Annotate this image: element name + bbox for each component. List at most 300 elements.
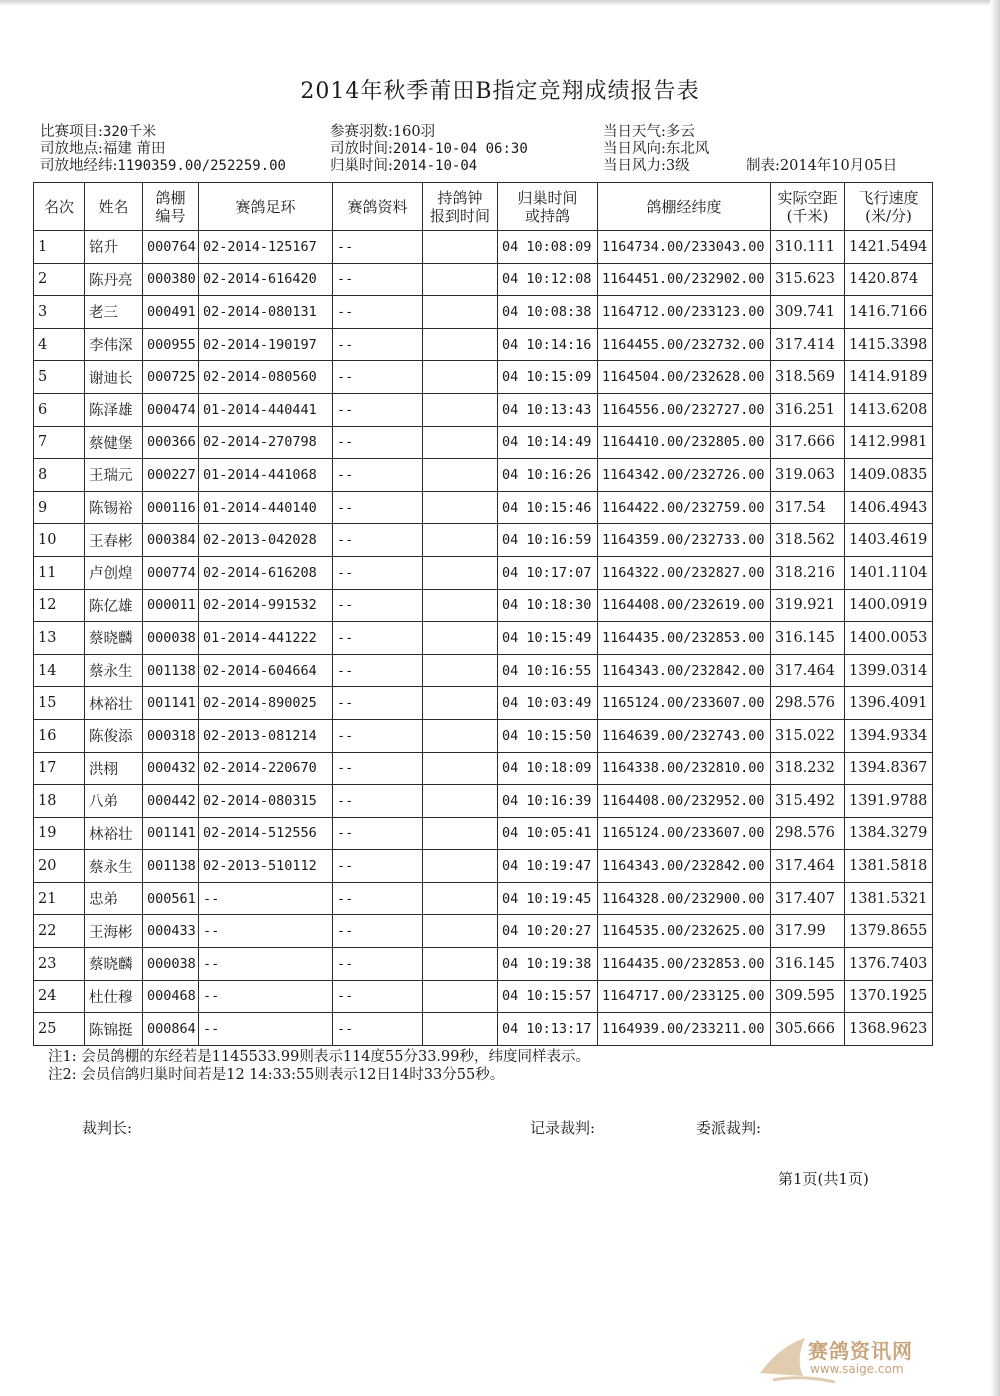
cell-name: 王春彬 [85,524,143,557]
cell-rank: 1 [34,231,85,264]
cell-info: -- [333,980,423,1013]
cell-distance: 317.54 [771,491,845,524]
table-row [34,589,933,622]
meta-release-coords [40,158,286,175]
cell-loft-no: 000366 [143,426,199,459]
cell-rank: 4 [34,328,85,361]
cell-coords: 1164535.00/232625.00 [598,915,771,948]
cell-info: -- [333,459,423,492]
meta-return-time [330,158,477,175]
cell-info: -- [333,785,423,818]
meta-release-time [330,141,528,158]
cell-info: -- [333,263,423,296]
cell-distance: 315.022 [771,719,845,752]
scan-edge-top [0,0,1000,6]
cell-speed: 1403.4619 [845,524,933,557]
cell-name: 陈俊添 [85,719,143,752]
table-header-row [34,183,933,231]
cell-coords: 1164712.00/233123.00 [598,296,771,329]
cell-ring: 02-2013-042028 [199,524,333,557]
cell-loft-no: 000433 [143,915,199,948]
table-row [34,752,933,785]
cell-coords: 1164451.00/232902.00 [598,263,771,296]
cell-coords: 1164939.00/233211.00 [598,1013,771,1046]
cell-loft-no: 000955 [143,328,199,361]
cell-speed: 1376.7403 [845,948,933,981]
cell-info: -- [333,1013,423,1046]
cell-info: -- [333,361,423,394]
cell-distance: 318.216 [771,556,845,589]
cell-ring: 01-2014-441222 [199,622,333,655]
meta-weather-label: 当日天气: [603,124,666,140]
meta-return-time-value: 2014-10-04 [392,158,478,174]
meta-release-place-value: 福建 莆田 [102,141,166,157]
meta-wind-dir-label: 当日风向: [603,141,666,157]
cell-ring: 02-2013-081214 [199,719,333,752]
cell-loft-no: 001138 [143,850,199,883]
scan-edge-right [990,0,1000,1396]
cell-coords: 1164359.00/232733.00 [598,524,771,557]
watermark-name: 赛鸽资讯网 [808,1339,913,1363]
cell-loft-no: 000227 [143,459,199,492]
col-header-coords: 鸽棚经纬度 [598,183,771,231]
cell-speed: 1394.8367 [845,752,933,785]
cell-loft-no: 000038 [143,622,199,655]
cell-arrival: 04 10:15:09 [498,361,598,394]
cell-name: 铭升 [85,231,143,264]
table-row [34,361,933,394]
cell-arrival: 04 10:03:49 [498,687,598,720]
cell-coords: 1164734.00/233043.00 [598,231,771,264]
cell-rank: 2 [34,263,85,296]
cell-speed: 1416.7166 [845,296,933,329]
cell-name: 林裕壮 [85,817,143,850]
cell-name: 卢创煌 [85,556,143,589]
cell-coords: 1164422.00/232759.00 [598,491,771,524]
cell-arrival: 04 10:16:55 [498,654,598,687]
cell-info: -- [333,948,423,981]
cell-rank: 8 [34,459,85,492]
col-header-rank: 名次 [34,183,85,231]
cell-arrival: 04 10:13:43 [498,393,598,426]
cell-distance: 310.111 [771,231,845,264]
cell-arrival: 04 10:20:27 [498,915,598,948]
table-row [34,687,933,720]
cell-loft-no: 000725 [143,361,199,394]
cell-arrival: 04 10:19:47 [498,850,598,883]
cell-loft-no: 000380 [143,263,199,296]
cell-arrival: 04 10:15:57 [498,980,598,1013]
cell-coords: 1164639.00/232743.00 [598,719,771,752]
cell-name: 蔡健堡 [85,426,143,459]
meta-release-time-value: 2014-10-04 06:30 [392,141,528,157]
cell-distance: 318.569 [771,361,845,394]
cell-ring: 01-2014-440140 [199,491,333,524]
cell-speed: 1391.9788 [845,785,933,818]
cell-coords: 1164435.00/232853.00 [598,948,771,981]
cell-distance: 319.063 [771,459,845,492]
cell-loft-no: 000442 [143,785,199,818]
cell-rank: 7 [34,426,85,459]
cell-loft-no: 000116 [143,491,199,524]
signature-recording-judge: 记录裁判: [530,1119,596,1137]
cell-distance: 317.666 [771,426,845,459]
table-row [34,491,933,524]
cell-speed: 1415.3398 [845,328,933,361]
cell-name: 杜仕穆 [85,980,143,1013]
cell-clock-time [423,948,498,981]
table-row [34,459,933,492]
cell-info: -- [333,687,423,720]
cell-loft-no: 000468 [143,980,199,1013]
cell-coords: 1165124.00/233607.00 [598,687,771,720]
cell-arrival: 04 10:12:08 [498,263,598,296]
cell-name: 王海彬 [85,915,143,948]
cell-ring: 02-2014-991532 [199,589,333,622]
cell-name: 蔡永生 [85,850,143,883]
meta-birds [330,124,435,141]
cell-info: -- [333,589,423,622]
cell-clock-time [423,393,498,426]
cell-name: 王瑞元 [85,459,143,492]
cell-arrival: 04 10:18:30 [498,589,598,622]
signature-appointed-judge: 委派裁判: [696,1119,762,1137]
cell-speed: 1399.0314 [845,654,933,687]
cell-ring: 02-2014-125167 [199,231,333,264]
cell-distance: 315.492 [771,785,845,818]
cell-loft-no: 001141 [143,817,199,850]
cell-ring: 02-2014-890025 [199,687,333,720]
table-row [34,817,933,850]
cell-loft-no: 000774 [143,556,199,589]
meta-wind-dir-value: 东北风 [665,141,710,157]
cell-arrival: 04 10:15:49 [498,622,598,655]
cell-speed: 1413.6208 [845,393,933,426]
cell-coords: 1164343.00/232842.00 [598,654,771,687]
cell-ring: 02-2014-616420 [199,263,333,296]
cell-info: -- [333,882,423,915]
cell-speed: 1394.9334 [845,719,933,752]
cell-loft-no: 000864 [143,1013,199,1046]
cell-info: -- [333,524,423,557]
cell-ring: -- [199,1013,333,1046]
cell-rank: 6 [34,393,85,426]
cell-rank: 16 [34,719,85,752]
cell-distance: 317.464 [771,850,845,883]
cell-info: -- [333,426,423,459]
cell-coords: 1164410.00/232805.00 [598,426,771,459]
cell-ring: 02-2014-220670 [199,752,333,785]
table-row [34,328,933,361]
cell-info: -- [333,231,423,264]
cell-clock-time [423,785,498,818]
report-title: 2014年秋季莆田B指定竞翔成绩报告表 [300,79,700,104]
meta-event-label: 比赛项目: [40,124,103,140]
cell-name: 老三 [85,296,143,329]
cell-distance: 317.464 [771,654,845,687]
cell-rank: 10 [34,524,85,557]
cell-rank: 21 [34,882,85,915]
cell-clock-time [423,654,498,687]
meta-made-value: 2014年10月05日 [779,158,898,174]
cell-clock-time [423,752,498,785]
cell-info: -- [333,752,423,785]
cell-clock-time [423,1013,498,1046]
cell-speed: 1401.1104 [845,556,933,589]
cell-arrival: 04 10:13:17 [498,1013,598,1046]
meta-event-value: 320千米 [102,124,157,140]
cell-coords: 1164408.00/232952.00 [598,785,771,818]
col-header-clock-time: 持鸽钟 报到时间 [423,183,498,231]
cell-speed: 1414.9189 [845,361,933,394]
cell-ring: -- [199,980,333,1013]
meta-release-coords-value: 1190359.00/252259.00 [117,158,286,174]
col-header-distance: 实际空距 (千米) [771,183,845,231]
cell-rank: 5 [34,361,85,394]
cell-info: -- [333,850,423,883]
cell-coords: 1164504.00/232628.00 [598,361,771,394]
cell-rank: 25 [34,1013,85,1046]
cell-clock-time [423,426,498,459]
meta-made-label: 制表: [746,158,780,174]
cell-info: -- [333,654,423,687]
footnotes [48,1048,590,1084]
cell-coords: 1164343.00/232842.00 [598,850,771,883]
table-row [34,882,933,915]
cell-speed: 1368.9623 [845,1013,933,1046]
cell-distance: 317.414 [771,328,845,361]
cell-coords: 1164717.00/233125.00 [598,980,771,1013]
table-row [34,915,933,948]
cell-name: 蔡晓麟 [85,948,143,981]
cell-distance: 318.232 [771,752,845,785]
col-header-arrival: 归巢时间 或持鸽 [498,183,598,231]
cell-clock-time [423,980,498,1013]
cell-speed: 1379.8655 [845,915,933,948]
footnote-1: 注1: 会员鸽棚的东经若是1145533.99则表示114度55分33.99秒，纬度同样表示。 [48,1049,590,1065]
cell-ring: 02-2014-080560 [199,361,333,394]
cell-info: -- [333,622,423,655]
cell-coords: 1164328.00/232900.00 [598,882,771,915]
cell-speed: 1381.5321 [845,882,933,915]
cell-name: 蔡晓麟 [85,622,143,655]
meta-release-coords-label: 司放地经纬: [40,158,118,174]
cell-distance: 316.145 [771,622,845,655]
cell-name: 陈亿雄 [85,589,143,622]
cell-distance: 309.595 [771,980,845,1013]
cell-arrival: 04 10:15:46 [498,491,598,524]
cell-name: 蔡永生 [85,654,143,687]
cell-distance: 317.99 [771,915,845,948]
cell-speed: 1396.4091 [845,687,933,720]
cell-arrival: 04 10:16:39 [498,785,598,818]
meta-return-time-label: 归巢时间: [330,158,393,174]
cell-distance: 298.576 [771,687,845,720]
cell-info: -- [333,915,423,948]
cell-coords: 1164556.00/232727.00 [598,393,771,426]
table-row [34,785,933,818]
cell-clock-time [423,915,498,948]
cell-distance: 309.741 [771,296,845,329]
cell-ring: -- [199,948,333,981]
table-row [34,622,933,655]
cell-loft-no: 000491 [143,296,199,329]
cell-arrival: 04 10:08:09 [498,231,598,264]
meta-wind-dir [603,141,709,158]
cell-distance: 298.576 [771,817,845,850]
table-row [34,719,933,752]
cell-speed: 1400.0053 [845,622,933,655]
cell-speed: 1400.0919 [845,589,933,622]
table-row [34,948,933,981]
cell-arrival: 04 10:19:38 [498,948,598,981]
cell-coords: 1164322.00/232827.00 [598,556,771,589]
cell-loft-no: 000474 [143,393,199,426]
table-row [34,231,933,264]
meta-birds-value: 160羽 [392,124,436,140]
cell-info: -- [333,393,423,426]
col-header-loft-no: 鸽棚 编号 [143,183,199,231]
meta-wind-force [603,158,690,175]
cell-speed: 1412.9981 [845,426,933,459]
table-row [34,263,933,296]
cell-name: 陈丹亮 [85,263,143,296]
cell-info: -- [333,719,423,752]
cell-loft-no: 001141 [143,687,199,720]
cell-name: 林裕壮 [85,687,143,720]
meta-event [40,124,156,141]
cell-rank: 3 [34,296,85,329]
cell-coords: 1164342.00/232726.00 [598,459,771,492]
signature-chief-judge: 裁判长: [82,1119,133,1137]
cell-rank: 17 [34,752,85,785]
cell-ring: 01-2014-441068 [199,459,333,492]
cell-clock-time [423,817,498,850]
cell-arrival: 04 10:16:59 [498,524,598,557]
cell-speed: 1381.5818 [845,850,933,883]
cell-loft-no: 000764 [143,231,199,264]
table-row [34,426,933,459]
cell-clock-time [423,719,498,752]
cell-distance: 316.145 [771,948,845,981]
cell-rank: 24 [34,980,85,1013]
cell-rank: 23 [34,948,85,981]
table-row [34,1013,933,1046]
cell-clock-time [423,687,498,720]
meta-release-time-label: 司放时间: [330,141,393,157]
cell-arrival: 04 10:08:38 [498,296,598,329]
cell-rank: 22 [34,915,85,948]
table-row [34,980,933,1013]
cell-rank: 11 [34,556,85,589]
cell-loft-no: 000432 [143,752,199,785]
cell-coords: 1165124.00/233607.00 [598,817,771,850]
cell-arrival: 04 10:18:09 [498,752,598,785]
table-row [34,654,933,687]
cell-arrival: 04 10:14:16 [498,328,598,361]
table-row [34,524,933,557]
col-header-name: 姓名 [85,183,143,231]
meta-made [746,158,897,175]
cell-clock-time [423,328,498,361]
cell-speed: 1406.4943 [845,491,933,524]
cell-info: -- [333,817,423,850]
cell-ring: -- [199,915,333,948]
cell-ring: 02-2014-270798 [199,426,333,459]
meta-weather-value: 多云 [665,124,695,140]
cell-rank: 13 [34,622,85,655]
meta-birds-label: 参赛羽数: [330,124,393,140]
cell-clock-time [423,589,498,622]
cell-speed: 1409.0835 [845,459,933,492]
cell-rank: 18 [34,785,85,818]
cell-coords: 1164435.00/232853.00 [598,622,771,655]
cell-distance: 316.251 [771,393,845,426]
cell-info: -- [333,296,423,329]
cell-rank: 14 [34,654,85,687]
cell-speed: 1370.1925 [845,980,933,1013]
cell-ring: 02-2013-510112 [199,850,333,883]
cell-clock-time [423,850,498,883]
cell-name: 忠弟 [85,882,143,915]
cell-coords: 1164338.00/232810.00 [598,752,771,785]
cell-arrival: 04 10:15:50 [498,719,598,752]
cell-clock-time [423,263,498,296]
cell-ring: 02-2014-616208 [199,556,333,589]
cell-name: 八弟 [85,785,143,818]
meta-wind-force-value: 3级 [665,158,690,174]
cell-distance: 315.623 [771,263,845,296]
col-header-info: 赛鸽资料 [333,183,423,231]
cell-info: -- [333,491,423,524]
cell-distance: 317.407 [771,882,845,915]
cell-clock-time [423,882,498,915]
cell-arrival: 04 10:05:41 [498,817,598,850]
page-number: 第1页(共1页) [778,1170,869,1188]
cell-rank: 9 [34,491,85,524]
cell-distance: 305.666 [771,1013,845,1046]
cell-name: 陈锦挺 [85,1013,143,1046]
cell-distance: 319.921 [771,589,845,622]
cell-loft-no: 000011 [143,589,199,622]
cell-clock-time [423,459,498,492]
cell-name: 陈锡裕 [85,491,143,524]
cell-loft-no: 000384 [143,524,199,557]
watermark-url: www.saige.com [810,1362,904,1376]
cell-name: 谢迪长 [85,361,143,394]
cell-speed: 1421.5494 [845,231,933,264]
cell-arrival: 04 10:19:45 [498,882,598,915]
cell-ring: 02-2014-080315 [199,785,333,818]
cell-speed: 1384.3279 [845,817,933,850]
cell-coords: 1164455.00/232732.00 [598,328,771,361]
cell-ring: 02-2014-080131 [199,296,333,329]
col-header-ring: 赛鸽足环 [199,183,333,231]
cell-name: 李伟深 [85,328,143,361]
table-body [34,231,933,1046]
cell-ring: -- [199,882,333,915]
cell-ring: 02-2014-604664 [199,654,333,687]
results-table [33,182,933,1046]
cell-rank: 19 [34,817,85,850]
cell-clock-time [423,361,498,394]
cell-arrival: 04 10:16:26 [498,459,598,492]
cell-ring: 01-2014-440441 [199,393,333,426]
cell-rank: 15 [34,687,85,720]
cell-rank: 20 [34,850,85,883]
meta-wind-force-label: 当日风力: [603,158,666,174]
table-row [34,393,933,426]
